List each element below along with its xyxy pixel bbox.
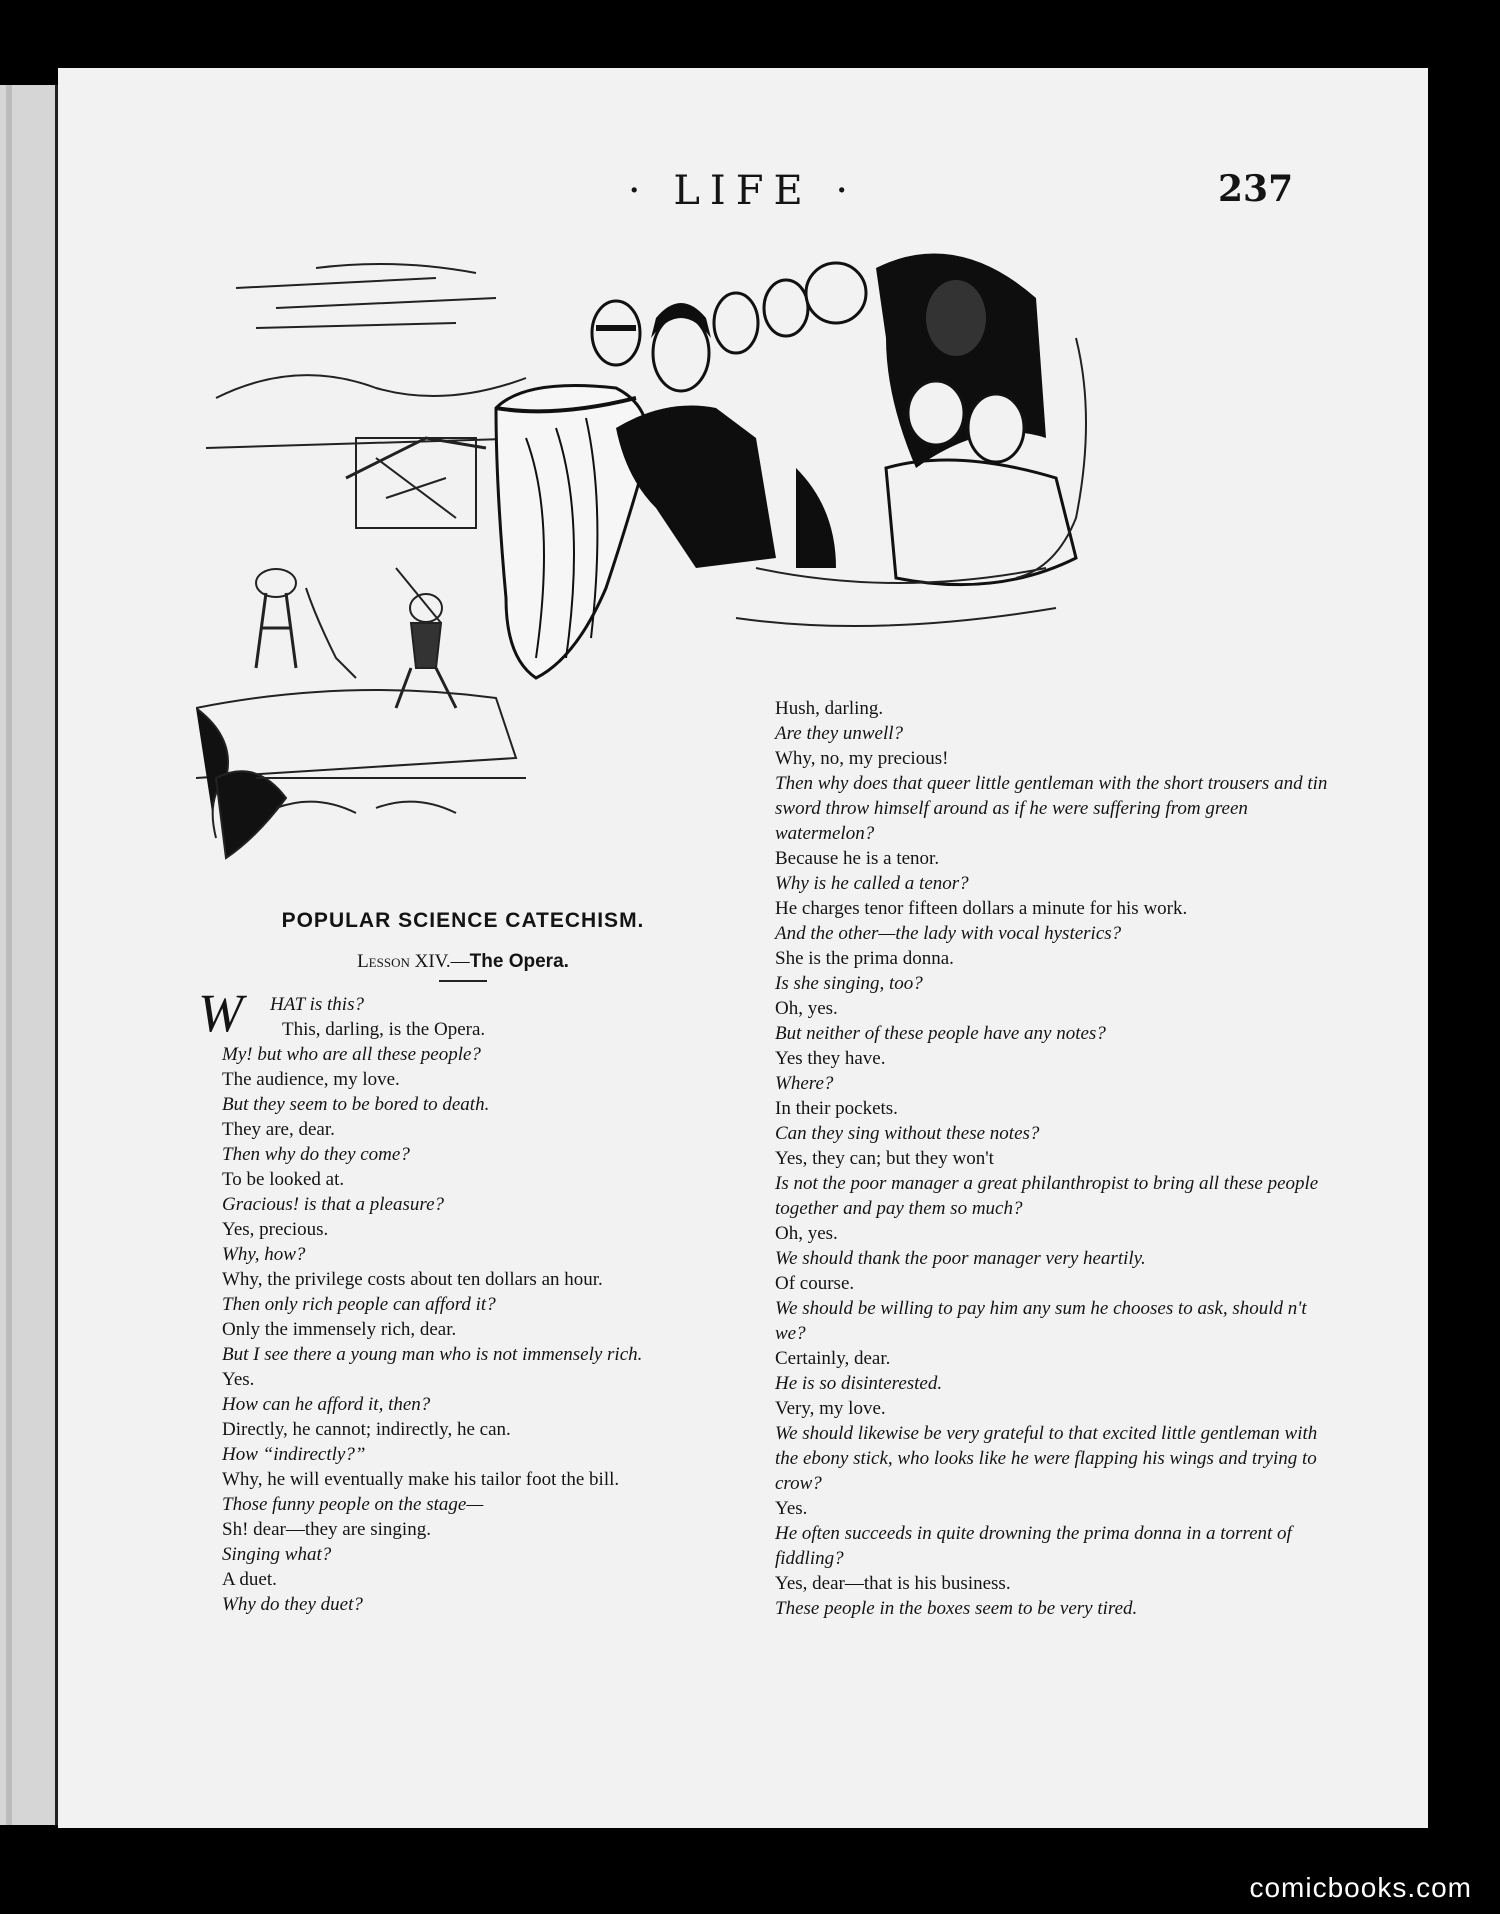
lesson-heading	[198, 949, 728, 974]
answer-line: Yes, precious.	[222, 1219, 329, 1240]
answer-line: He charges tenor fifteen dollars a minute for his work.	[775, 898, 1188, 919]
lesson-title: The Opera.	[469, 951, 569, 972]
answer-line: She is the prima donna.	[775, 948, 954, 969]
question-line: How “indirectly?”	[222, 1444, 366, 1465]
question-line: Then only rich people can afford it?	[222, 1294, 496, 1315]
question-line: Gracious! is that a pleasure?	[222, 1194, 445, 1215]
answer-line: Yes, dear—that is his business.	[775, 1573, 1011, 1594]
question-line: We should thank the poor manager very heartily.	[775, 1248, 1146, 1269]
first-question-text: HAT is this?	[270, 994, 364, 1015]
answer-line: They are, dear.	[222, 1119, 335, 1140]
question-line: Those funny people on the stage—	[222, 1494, 484, 1515]
answer-line: Because he is a tenor.	[775, 848, 940, 869]
answer-line: Yes.	[775, 1498, 808, 1519]
question-line: We should likewise be very grateful to that excited little gentleman with the ebony stick, who looks like he were flapping his wings and trying to crow?	[775, 1423, 1318, 1494]
question-line: Why, how?	[222, 1244, 306, 1265]
answer-line: Why, the privilege costs about ten dollars an hour.	[222, 1269, 603, 1290]
answer-line: Sh! dear—they are singing.	[222, 1519, 431, 1540]
question-line: And the other—the lady with vocal hysterics?	[775, 923, 1122, 944]
answer-line: Yes, they can; but they won't	[775, 1148, 994, 1169]
answer-line: Only the immensely rich, dear.	[222, 1319, 457, 1340]
right-dialogue	[751, 696, 1341, 1621]
magazine-page	[58, 68, 1428, 1828]
answer-line: Why, no, my precious!	[775, 748, 949, 769]
question-line: Can they sing without these notes?	[775, 1123, 1040, 1144]
answer-line: Hush, darling.	[775, 698, 884, 719]
question-line: How can he afford it, then?	[222, 1394, 431, 1415]
right-column	[751, 696, 1341, 1621]
question-line: But neither of these people have any notes?	[775, 1023, 1106, 1044]
answer-line: Directly, he cannot; indirectly, he can.	[222, 1419, 511, 1440]
lesson-number: Lesson XIV.—	[357, 951, 470, 972]
first-answer: This, darling, is the Opera.	[282, 1019, 486, 1040]
left-column	[198, 888, 728, 1617]
heading-rule	[439, 980, 487, 982]
watermark: comicbooks.com	[1249, 1872, 1472, 1903]
answer-line: Why, he will eventually make his tailor foot the bill.	[222, 1469, 620, 1490]
answer-line: Yes.	[222, 1369, 255, 1390]
question-line: He often succeeds in quite drowning the prima donna in a torrent of fiddling?	[775, 1523, 1292, 1569]
masthead: · LIFE ·	[627, 168, 859, 214]
answer-line: Yes they have.	[775, 1048, 886, 1069]
question-line: Is not the poor manager a great philanthropist to bring all these people together and pay them so much?	[775, 1173, 1319, 1219]
question-line: Then why does that queer little gentleman with the short trousers and tin sword throw himself around as if he were suffering from green watermelon?	[775, 773, 1328, 844]
question-line: Where?	[775, 1073, 834, 1094]
drop-cap: W	[198, 983, 243, 1043]
answer-line: Very, my love.	[775, 1398, 886, 1419]
question-line: He is so disinterested.	[775, 1373, 943, 1394]
question-line: Singing what?	[222, 1544, 332, 1565]
book-spine	[0, 85, 59, 1825]
question-line: Why do they duet?	[222, 1594, 363, 1615]
answer-line: Oh, yes.	[775, 1223, 838, 1244]
question-line: Why is he called a tenor?	[775, 873, 969, 894]
question-line: But they seem to be bored to death.	[222, 1094, 490, 1115]
question-line: Then why do they come?	[222, 1144, 410, 1165]
question-line: But I see there a young man who is not immensely rich.	[222, 1344, 643, 1365]
answer-line: Of course.	[775, 1273, 855, 1294]
article-title: POPULAR SCIENCE CATECHISM.	[281, 909, 645, 932]
question-line: My! but who are all these people?	[222, 1044, 481, 1065]
question-line: Are they unwell?	[775, 723, 904, 744]
question-line: We should be willing to pay him any sum he chooses to ask, should n't we?	[775, 1298, 1307, 1344]
answer-line: To be looked at.	[222, 1169, 345, 1190]
answer-line: Oh, yes.	[775, 998, 838, 1019]
page-number: 237	[1218, 168, 1294, 210]
answer-line: The audience, my love.	[222, 1069, 400, 1090]
question-line: These people in the boxes seem to be very tired.	[775, 1598, 1138, 1619]
answer-line: In their pockets.	[775, 1098, 898, 1119]
answer-line: A duet.	[222, 1569, 277, 1590]
answer-line: Certainly, dear.	[775, 1348, 891, 1369]
left-dialogue	[198, 1042, 728, 1617]
question-line: Is she singing, too?	[775, 973, 923, 994]
